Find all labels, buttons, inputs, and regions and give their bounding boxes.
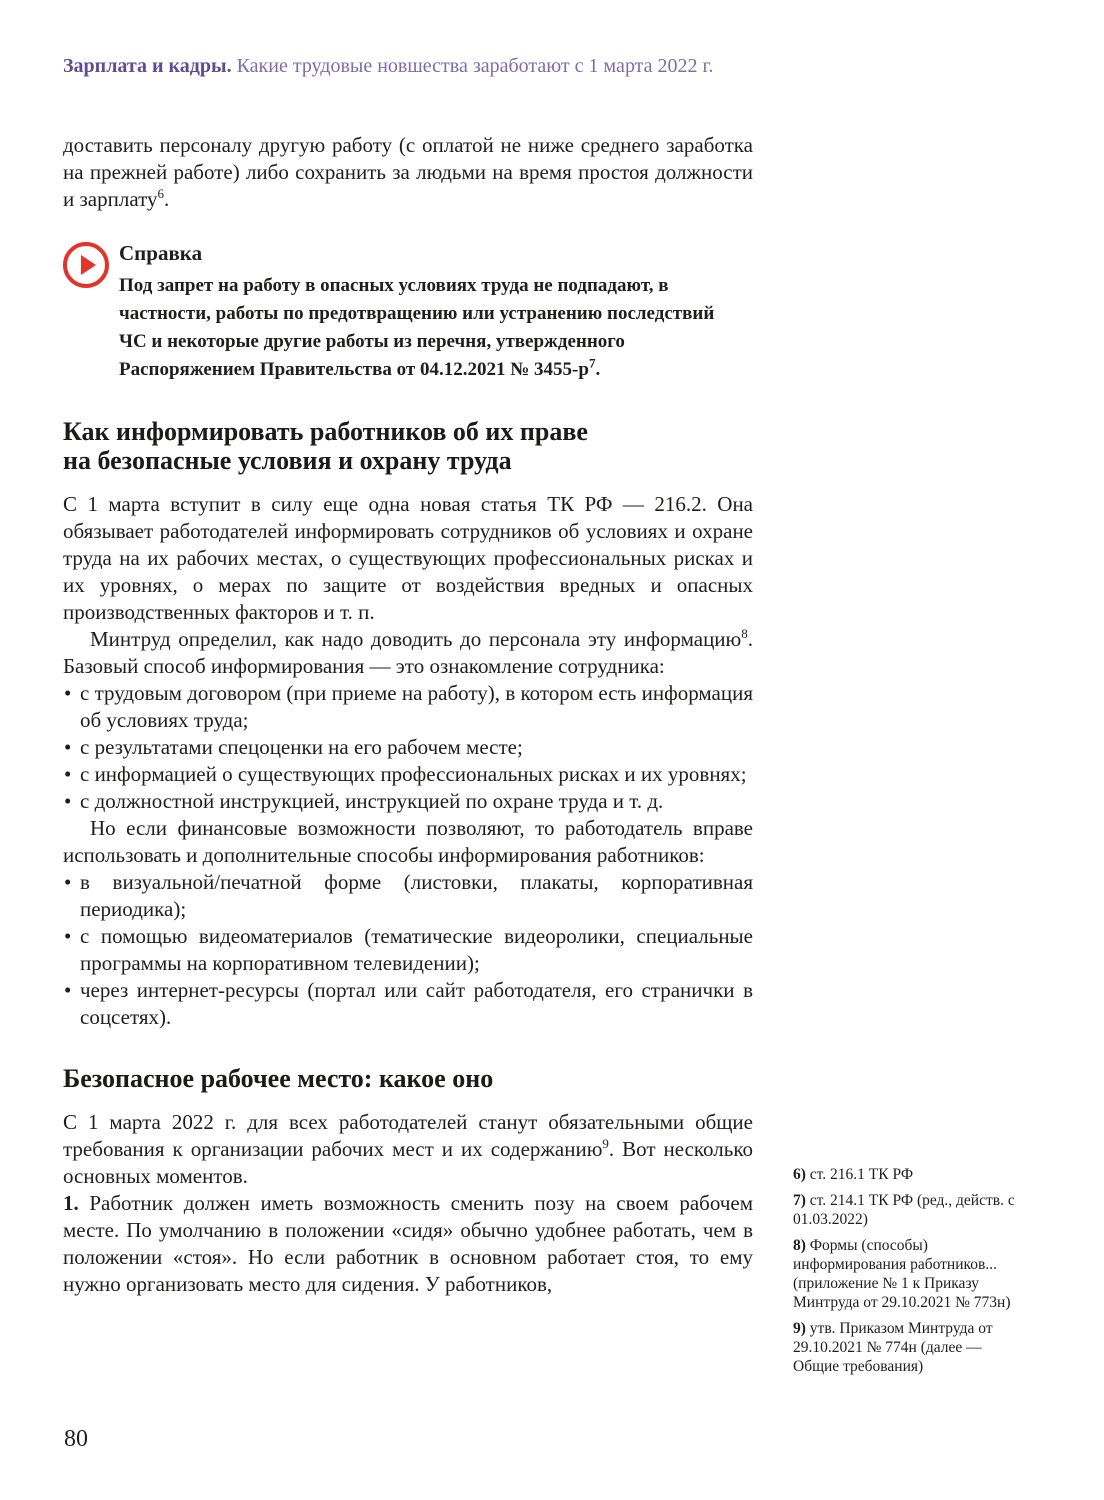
- footnote-ref-6: 6: [157, 186, 164, 201]
- header-title: Какие трудовые новшества заработают с 1 марта 2022 г.: [236, 55, 714, 77]
- footnote-number: 6): [793, 1166, 806, 1183]
- intro-paragraph: [63, 132, 753, 213]
- footnote-text: Формы (способы) информирования работников... (приложение № 1 к Приказу Минтруда от 29.10.2021 № 773н): [793, 1237, 1011, 1311]
- footnote-9: [793, 1319, 1025, 1376]
- section1-paragraph-1: С 1 марта вступит в силу еще одна новая статья ТК РФ — 216.2. Она обязывает работодателей информировать сотрудников об условиях и охране труда на их рабочих местах, о существующих профессиональных рисках и их уровнях, о мерах по защите от воздействия вредных и опасных производственных факторов и т. п.: [63, 492, 753, 624]
- section2-item-1: [63, 1190, 753, 1298]
- section1-paragraph-3: Но если финансовые возможности позволяют, то работодатель вправе использовать и дополнительные способы информирования работников:: [63, 816, 753, 867]
- article-body: [63, 132, 753, 1298]
- section2-paragraph-1: [63, 1109, 753, 1190]
- intro-tail: .: [164, 187, 170, 211]
- section1-p2-start: Минтруд определил, как надо доводить до персонала эту информацию: [90, 627, 742, 651]
- reference-callout: [63, 240, 753, 384]
- section2-p1-start: С 1 марта 2022 г. для всех работодателей станут обязательными общие требования к организации рабочих мест и их содержанию: [63, 1110, 753, 1161]
- list-item: • через интернет-ресурсы (портал или сайт работодателя, его странички в соцсетях).: [63, 977, 753, 1031]
- footnote-number: 7): [793, 1192, 806, 1209]
- section-heading-informing-workers: [63, 417, 753, 475]
- callout-title: Справка: [119, 241, 203, 265]
- play-triangle-icon: [81, 255, 96, 275]
- section2-p1-end: . Вот несколько основных моментов.: [63, 1137, 753, 1188]
- footnote-text: ст. 214.1 ТК РФ (ред., действ. с 01.03.2022): [793, 1192, 1015, 1228]
- footnote-7: [793, 1191, 1025, 1229]
- additional-ways-list: [63, 869, 753, 1031]
- section1-paragraph-2: [63, 626, 753, 680]
- footnote-number: 9): [793, 1320, 806, 1337]
- list-item: • с трудовым договором (при приеме на работу), в котором есть информация об условиях труда;: [63, 680, 753, 734]
- page-number: 80: [64, 1426, 88, 1452]
- footnote-6: [793, 1165, 1025, 1184]
- footnote-ref-9: 9: [602, 1136, 609, 1151]
- footnote-ref-7: 7: [588, 355, 596, 371]
- item-number: 1.: [63, 1191, 79, 1215]
- item-text: Работник должен иметь возможность сменить позу на своем рабочем месте. По умолчанию в положении «сидя» обычно удобнее работать, чем в положении «стоя». Но если работник в основном работает стоя, то ему нужно организовать место для сидения. У работников,: [63, 1191, 753, 1296]
- footnote-8: [793, 1236, 1025, 1312]
- callout-text-tail: .: [595, 359, 601, 380]
- list-item: • с информацией о существующих профессиональных рисках и их уровнях;: [63, 761, 753, 788]
- callout-body: [119, 240, 719, 384]
- footnote-number: 8): [793, 1237, 806, 1254]
- list-item: • с помощью видеоматериалов (тематические видеоролики, специальные программы на корпоративном телевидении);: [63, 923, 753, 977]
- play-circle-icon: [63, 242, 109, 288]
- section1-p2-end: . Базовый способ информирования — это ознакомление сотрудника:: [63, 627, 753, 678]
- footnote-text: ст. 216.1 ТК РФ: [805, 1166, 914, 1183]
- footnote-ref-8: 8: [741, 626, 748, 641]
- callout-text-main: Под запрет на работу в опасных условиях труда не подпадают, в частности, работы по предотвращению или устранению последствий ЧС и некоторые другие работы из перечня, утвержденного Распоряжением Правительства от 04.12.2021 № 3455-р: [119, 275, 715, 380]
- page-header: [63, 53, 1043, 79]
- list-item: • с результатами спецоценки на его рабочем месте;: [63, 734, 753, 761]
- list-item: • с должностной инструкцией, инструкцией по охране труда и т. д.: [63, 788, 753, 815]
- list-item: • в визуальной/печатной форме (листовки, плакаты, корпоративная периодика);: [63, 869, 753, 923]
- intro-text: доставить персоналу другую работу (с оплатой не ниже среднего заработка на прежней работе) либо сохранить за людьми на время простоя должности и зарплату: [63, 133, 753, 211]
- callout-text: [119, 272, 719, 384]
- footnote-text: утв. Приказом Минтруда от 29.10.2021 № 774н (далее — Общие требования): [793, 1320, 993, 1375]
- section-heading-safe-workplace: Безопасное рабочее место: какое оно: [63, 1064, 494, 1093]
- heading-line-2: на безопасные условия и охрану труда: [63, 446, 512, 475]
- header-brand: Зарплата и кадры.: [63, 55, 232, 77]
- heading-line-1: Как информировать работников об их праве: [63, 417, 588, 446]
- footnotes-sidebar: [793, 1165, 1025, 1383]
- informing-ways-list: [63, 680, 753, 815]
